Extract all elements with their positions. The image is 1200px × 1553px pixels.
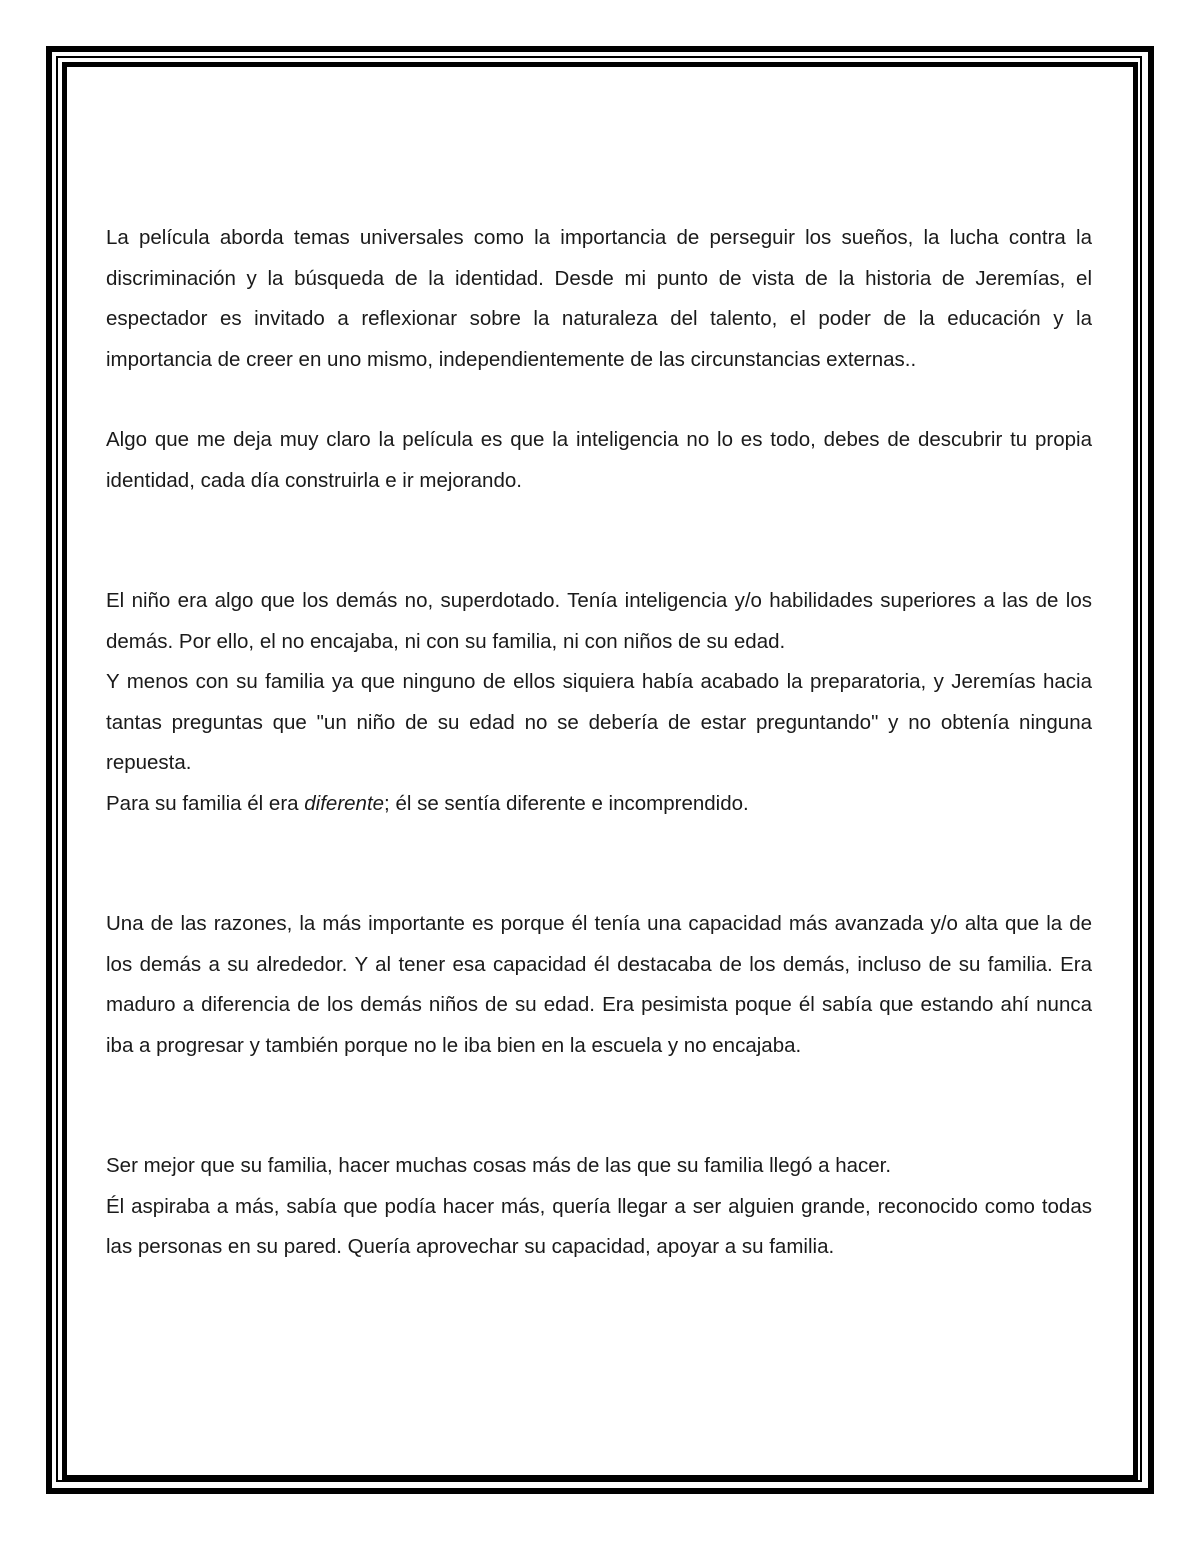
paragraph-aspiration-intro: Ser mejor que su familia, hacer muchas cosas más de las que su familia llegó a hacer. (106, 1154, 892, 1177)
different-text-before: Para su familia él era (106, 791, 305, 815)
paragraph-themes: La película aborda temas universales como la importancia de perseguir los sueños, la lucha contra la discriminación y la búsqueda de la identidad. Desde mi punto de vista de la historia de Jeremías, el espectador es invitado a reflexionar sobre la naturaleza del talento, el poder de la educación y la importancia de creer en uno mismo, independientemente de las circunstancias externas.. (106, 226, 1092, 371)
paragraph-intelligence: Algo que me deja muy claro la película es que la inteligencia no lo es todo, debes de descubrir tu propia identidad, cada día construirla e ir mejorando. (106, 428, 1092, 492)
paragraph-family-questions: Y menos con su familia ya que ninguno de ellos siquiera había acabado la preparatoria, y Jeremías hacia tantas preguntas que "un niño de su edad no se debería de estar preguntando" y no obtenía ninguna repuesta. (106, 670, 1092, 774)
document-body (106, 218, 1092, 1268)
paragraph-reasons: Una de las razones, la más importante es porque él tenía una capacidad más avanzada y/o alta que la de los demás a su alrededor. Y al tener esa capacidad él destacaba de los demás, incluso de su familia. Era maduro a diferencia de los demás niños de su edad. Era pesimista poque él sabía que estando ahí nunca iba a progresar y también porque no le iba bien en la escuela y no encajaba. (106, 912, 1092, 1057)
different-text-after: ; él se sentía diferente e incomprendido. (384, 791, 749, 815)
different-italic-word: diferente (304, 791, 385, 815)
paragraph-aspiration: Él aspiraba a más, sabía que podía hacer más, quería llegar a ser alguien grande, reconocido como todas las personas en su pared. Quería aprovechar su capacidad, apoyar a su familia. (106, 1194, 1092, 1258)
paragraph-different (106, 784, 1092, 825)
paragraph-gifted-child: El niño era algo que los demás no, superdotado. Tenía inteligencia y/o habilidades superiores a las de los demás. Por ello, el no encajaba, ni con su familia, ni con niños de su edad. (106, 589, 1092, 653)
